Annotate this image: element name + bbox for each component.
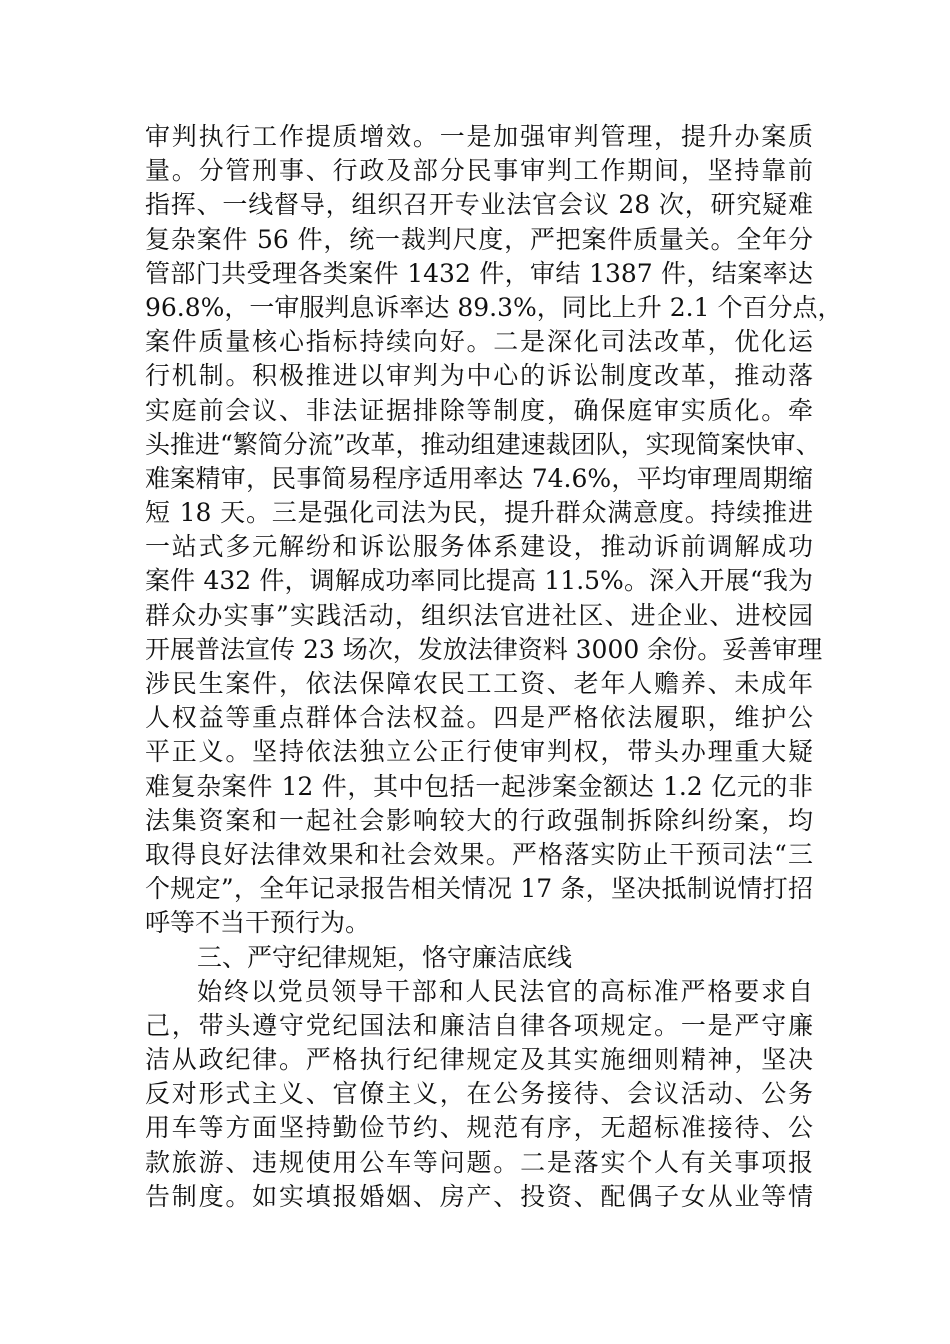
text-line: 个规定”，全年记录报告相关情况 17 条，坚决抵制说情打招 bbox=[145, 874, 813, 904]
text-line: 审判执行工作提质增效。一是加强审判管理，提升办案质 bbox=[145, 122, 813, 151]
text-line: 难案精审，民事简易程序适用率达 74.6%，平均审理周期缩 bbox=[145, 463, 813, 493]
paragraph-2 bbox=[145, 975, 813, 1214]
text-line: 指挥、一线督导，组织召开专业法官会议 28 次，研究疑难 bbox=[145, 190, 813, 220]
text-line: 用车等方面坚持勤俭节约、规范有序，无超标准接待、公 bbox=[145, 1113, 813, 1143]
text-line: 复杂案件 56 件，统一裁判尺度，严把案件质量关。全年分 bbox=[145, 224, 813, 254]
text-line: 案件质量核心指标持续向好。二是深化司法改革，优化运 bbox=[145, 327, 813, 357]
text-line: 实庭前会议、非法证据排除等制度，确保庭审实质化。牵 bbox=[145, 395, 813, 425]
text-line: 始终以党员领导干部和人民法官的高标准严格要求自 bbox=[197, 976, 813, 1006]
text-line: 一站式多元解纷和诉讼服务体系建设，推动诉前调解成功 bbox=[145, 532, 813, 562]
text-line: 短 18 天。三是强化司法为民，提升群众满意度。持续推进 bbox=[145, 498, 813, 528]
text-line: 行机制。积极推进以审判为中心的诉讼制度改革，推动落 bbox=[145, 361, 813, 391]
text-line: 法集资案和一起社会影响较大的行政强制拆除纠纷案，均 bbox=[145, 805, 813, 835]
text-line: 涉民生案件，依法保障农民工工资、老年人赡养、未成年 bbox=[145, 669, 813, 698]
text-line: 洁从政纪律。严格执行纪律规定及其实施细则精神，坚决 bbox=[145, 1045, 813, 1075]
text-line: 取得良好法律效果和社会效果。严格落实防止干预司法“三 bbox=[145, 839, 813, 869]
text-line: 量。分管刑事、行政及部分民事审判工作期间，坚持靠前 bbox=[145, 156, 813, 186]
text-line: 反对形式主义、官僚主义，在公务接待、会议活动、公务 bbox=[145, 1079, 813, 1109]
section-heading: 三、严守纪律规矩，恪守廉洁底线 bbox=[197, 942, 573, 972]
text-line: 开展普法宣传 23 场次，发放法律资料 3000 余份。妥善审理 bbox=[145, 634, 823, 664]
text-line: 款旅游、违规使用公车等问题。二是落实个人有关事项报 bbox=[145, 1147, 813, 1177]
text-line: 管部门共受理各类案件 1432 件，审结 1387 件，结案率达 bbox=[145, 258, 813, 288]
text-line: 难复杂案件 12 件，其中包括一起涉案金额达 1.2 亿元的非 bbox=[145, 771, 813, 801]
text-line: 群众办实事”实践活动，组织法官进社区、进企业、进校园 bbox=[145, 600, 813, 630]
text-line: 己，带头遵守党纪国法和廉洁自律各项规定。一是严守廉 bbox=[145, 1010, 813, 1040]
text-line: 头推进“繁简分流”改革，推动组建速裁团队，实现简案快审、 bbox=[145, 429, 821, 459]
paragraph-1 bbox=[145, 120, 843, 941]
text-line: 告制度。如实填报婚姻、房产、投资、配偶子女从业等情 bbox=[145, 1181, 813, 1211]
text-line: 96.8%，一审服判息诉率达 89.3%，同比上升 2.1 个百分点， bbox=[145, 292, 843, 322]
text-line: 呼等不当干预行为。 bbox=[145, 908, 371, 938]
document-page bbox=[145, 120, 843, 1214]
text-line: 人权益等重点群体合法权益。四是严格依法履职，维护公 bbox=[145, 703, 813, 733]
text-line: 案件 432 件，调解成功率同比提高 11.5%。深入开展“我为 bbox=[145, 566, 813, 596]
text-line: 平正义。坚持依法独立公正行使审判权，带头办理重大疑 bbox=[145, 737, 813, 767]
